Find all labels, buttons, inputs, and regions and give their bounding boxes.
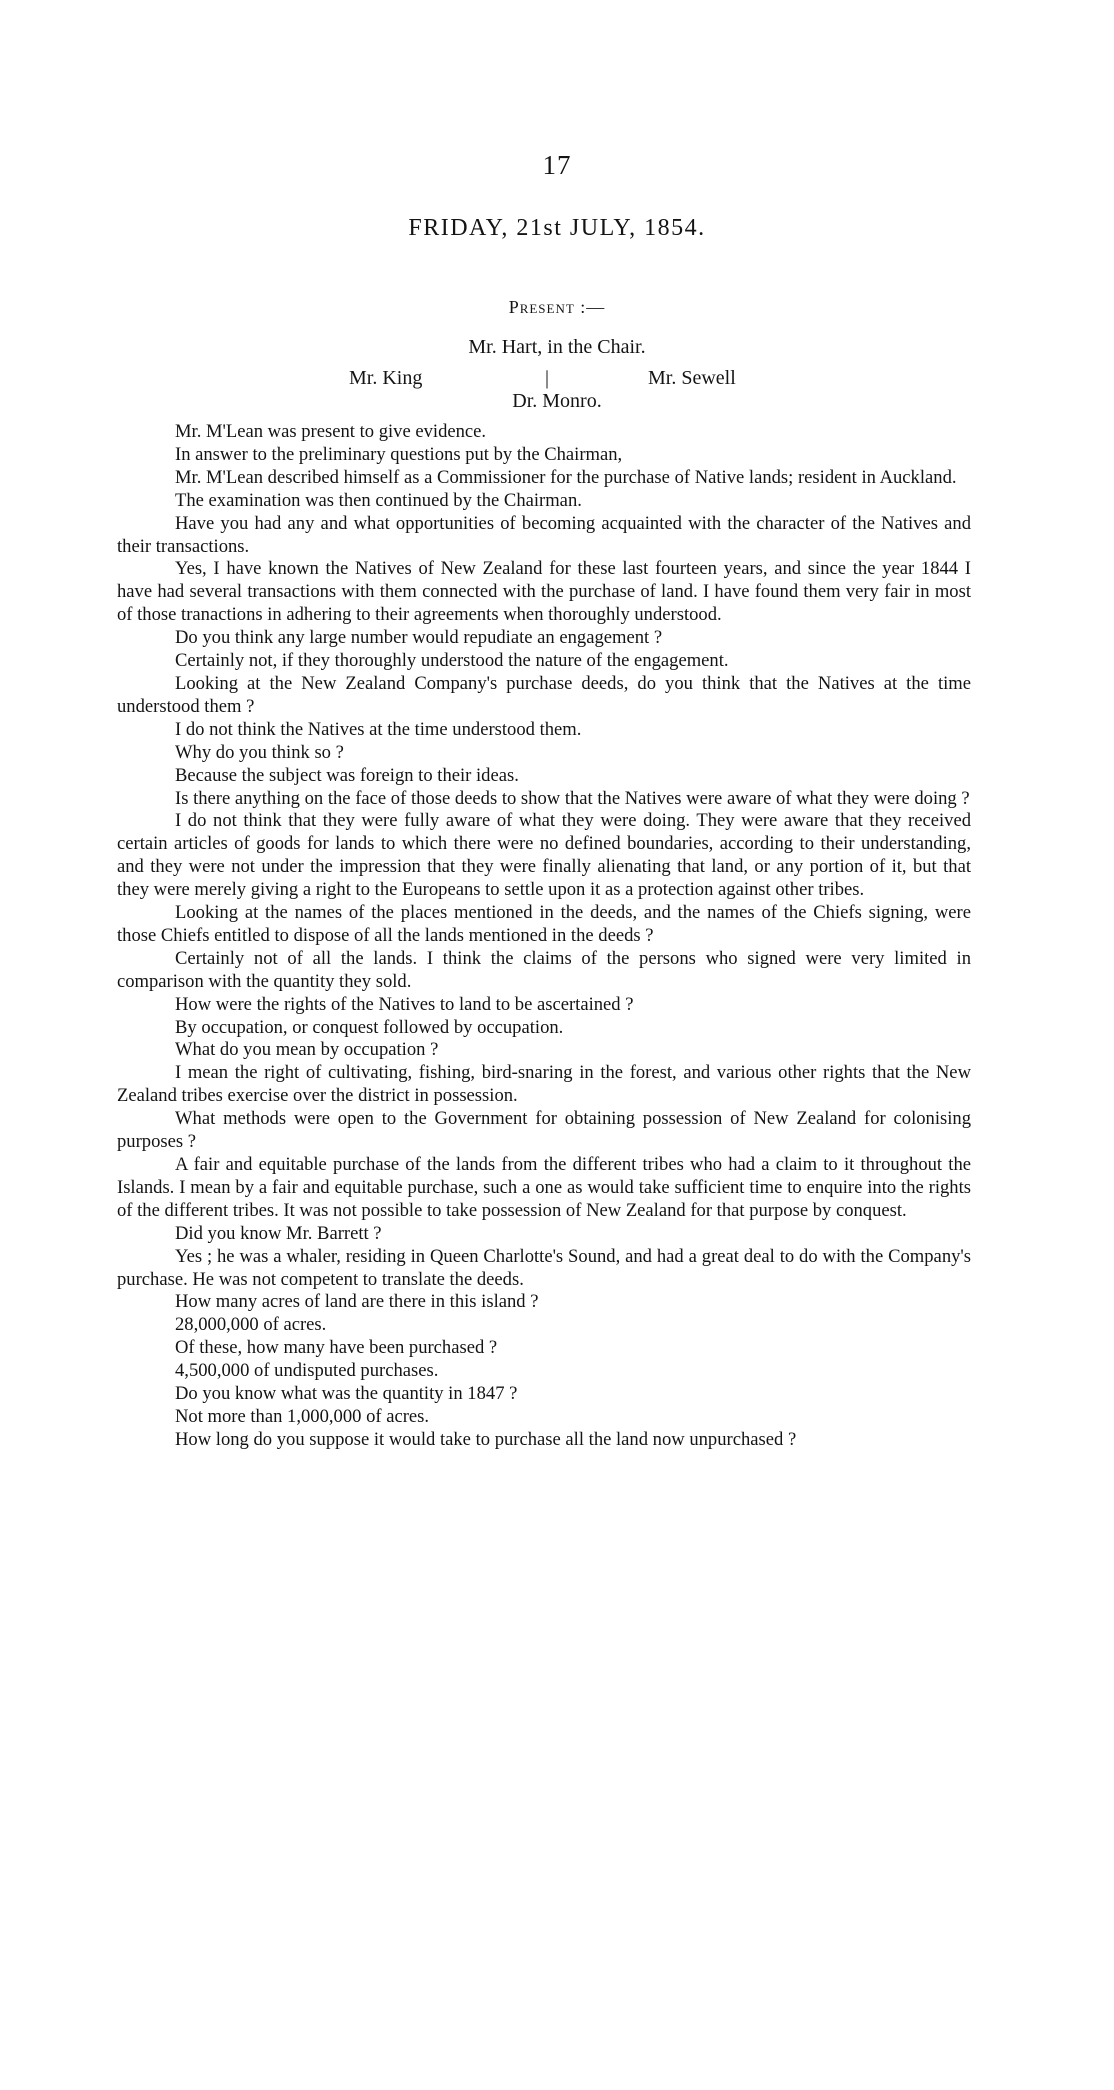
question-paragraph: Is there anything on the face of those deeds to show that the Natives were aware of what they were doing ? [175,787,970,809]
question-paragraph: Of these, how many have been purchased ? [175,1337,498,1359]
question-paragraph: Why do you think so ? [175,741,344,763]
member-monro: Dr. Monro. [512,390,602,412]
answer-paragraph: Yes, I have known the Natives of New Zealand for these last fourteen years, and since the year 1844 I have had several transactions with them connected with the purchase of land. I have found them very fair in most of those tranactions in adhering to their agreements when thoroughly understood. [117,558,971,626]
paragraph: Mr. M'Lean was present to give evidence. [175,421,487,442]
question-paragraph: What methods were open to the Government for obtaining possession of New Zealand for colonising purposes ? [117,1108,971,1153]
question-paragraph: Looking at the New Zealand Company's purchase deeds, do you think that the Natives at the time understood them ? [117,672,971,717]
answer-paragraph: Yes ; he was a whaler, residing in Queen Charlotte's Sound, and had a great deal to do with the Company's purchase. He was not competent to translate the deeds. [117,1245,971,1290]
paragraph: The examination was then continued by the Chairman. [175,489,582,511]
question-paragraph: Did you know Mr. Barrett ? [175,1222,382,1244]
answer-paragraph: I do not think the Natives at the time understood them. [175,718,582,740]
answer-paragraph: 4,500,000 of undisputed purchases. [175,1360,439,1382]
paragraph: Mr. M'Lean described himself as a Commissioner for the purchase of Native lands; resident in Auckland. [175,466,957,488]
question-paragraph: Do you think any large number would repudiate an engagement ? [175,627,663,649]
answer-paragraph: Certainly not, if they thoroughly understood the nature of the engagement. [175,650,729,672]
member-separator: | [545,367,550,389]
question-paragraph: Have you had any and what opportunities of becoming acquainted with the character of the Natives and their transactions. [117,512,971,557]
question-paragraph: How long do you suppose it would take to purchase all the land now unpurchased ? [175,1428,797,1450]
question-paragraph: How many acres of land are there in this island ? [175,1291,539,1313]
evidence-text [117,421,971,1452]
answer-paragraph: Certainly not of all the lands. I think the claims of the persons who signed were very limited in comparison with the quantity they sold. [117,947,971,992]
member-king: Mr. King [349,367,423,389]
paragraph: In answer to the preliminary questions put by the Chairman, [175,443,623,465]
answer-paragraph: 28,000,000 of acres. [175,1314,327,1336]
date-heading: FRIDAY, 21st JULY, 1854. [408,215,706,241]
member-sewell: Mr. Sewell [648,367,736,389]
answer-paragraph: I do not think that they were fully aware of what they were doing. They were aware that they received certain articles of goods for lands to which there were no defined boundaries, according to their understanding, and they were not under the impression that they were finally alienating that land, or any portion of it, but that they were merely giving a right to the Europeans to settle upon it as a protection against other tribes. [117,810,971,901]
answer-paragraph: I mean the right of cultivating, fishing, bird-snaring in the forest, and various other rights that the New Zealand tribes exercise over the district in possession. [117,1062,971,1107]
answer-paragraph: Because the subject was foreign to their ideas. [175,764,519,786]
answer-paragraph: A fair and equitable purchase of the lands from the different tribes who had a claim to it throughout the Islands. I mean by a fair and equitable purchase, such a one as would take sufficient time to enquire into the rights of the different tribes. It was not possible to take possession of New Zealand for that purpose by conquest. [117,1154,971,1221]
present-heading: Present :— [508,297,606,317]
question-paragraph: What do you mean by occupation ? [175,1039,439,1061]
chair-line: Mr. Hart, in the Chair. [468,336,646,358]
answer-paragraph: By occupation, or conquest followed by occupation. [175,1016,564,1038]
question-paragraph: How were the rights of the Natives to land to be ascertained ? [175,993,634,1015]
answer-paragraph: Not more than 1,000,000 of acres. [175,1405,430,1427]
question-paragraph: Do you know what was the quantity in 1847 ? [175,1383,518,1405]
question-paragraph: Looking at the names of the places mentioned in the deeds, and the names of the Chiefs signing, were those Chiefs entitled to dispose of all the lands mentioned in the deeds ? [117,902,971,946]
page-number: 17 [542,150,572,180]
